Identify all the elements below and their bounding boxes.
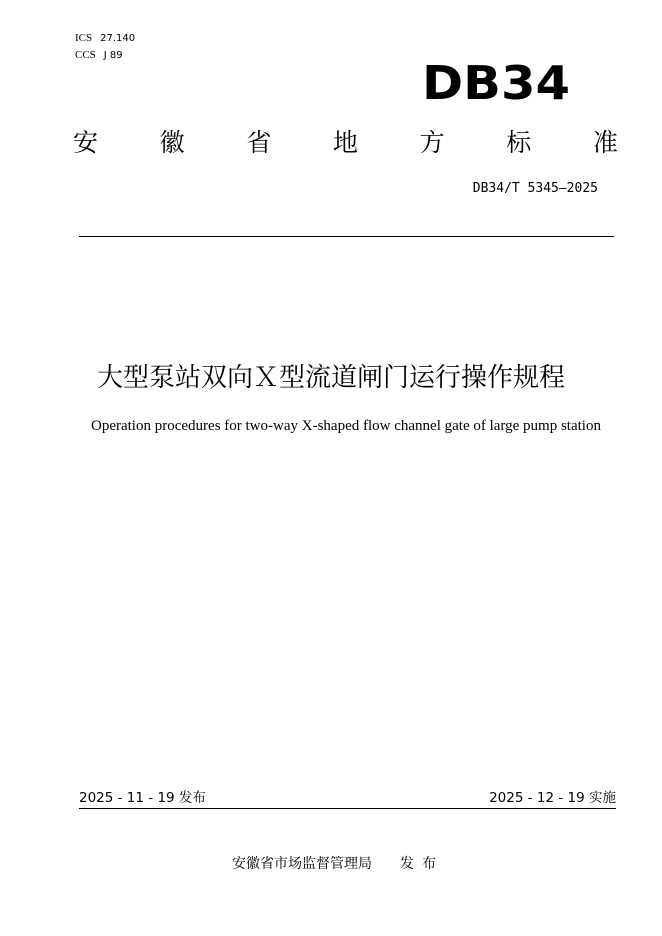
category-char-4: 地 bbox=[332, 128, 358, 157]
category-char-3: 省 bbox=[246, 128, 272, 157]
publish-label: 发布 bbox=[400, 856, 444, 872]
category-char-2: 徽 bbox=[159, 128, 185, 157]
ccs-code: J 89 bbox=[103, 50, 123, 61]
implementation-date: 2025 - 12 - 19 实施 bbox=[489, 790, 616, 806]
standard-category bbox=[73, 127, 618, 159]
ics-classification bbox=[75, 31, 135, 46]
category-char-1: 安 bbox=[73, 128, 99, 157]
footer-divider bbox=[79, 808, 616, 809]
ccs-label: CCS bbox=[75, 49, 96, 61]
category-char-7: 准 bbox=[592, 128, 618, 157]
category-char-6: 标 bbox=[506, 128, 532, 157]
db34-logo bbox=[422, 55, 572, 107]
header-divider bbox=[79, 236, 614, 237]
standard-number: DB34/T 5345—2025 bbox=[472, 181, 598, 196]
publisher-line bbox=[0, 854, 662, 874]
ccs-classification bbox=[75, 48, 123, 63]
ics-label: ICS bbox=[75, 32, 93, 44]
publisher-name: 安徽省市场监督管理局 bbox=[232, 856, 372, 872]
title-chinese: 大型泵站双向Ｘ型流道闸门运行操作规程 bbox=[96, 363, 565, 393]
db34-logo-text: DB34 bbox=[422, 56, 570, 107]
issue-date: 2025 - 11 - 19 发布 bbox=[79, 790, 206, 806]
ics-code: 27.140 bbox=[100, 33, 136, 44]
category-char-5: 方 bbox=[419, 128, 445, 157]
title-english: Operation procedures for two-way X-shaped flow channel gate of large pump station bbox=[91, 418, 601, 434]
